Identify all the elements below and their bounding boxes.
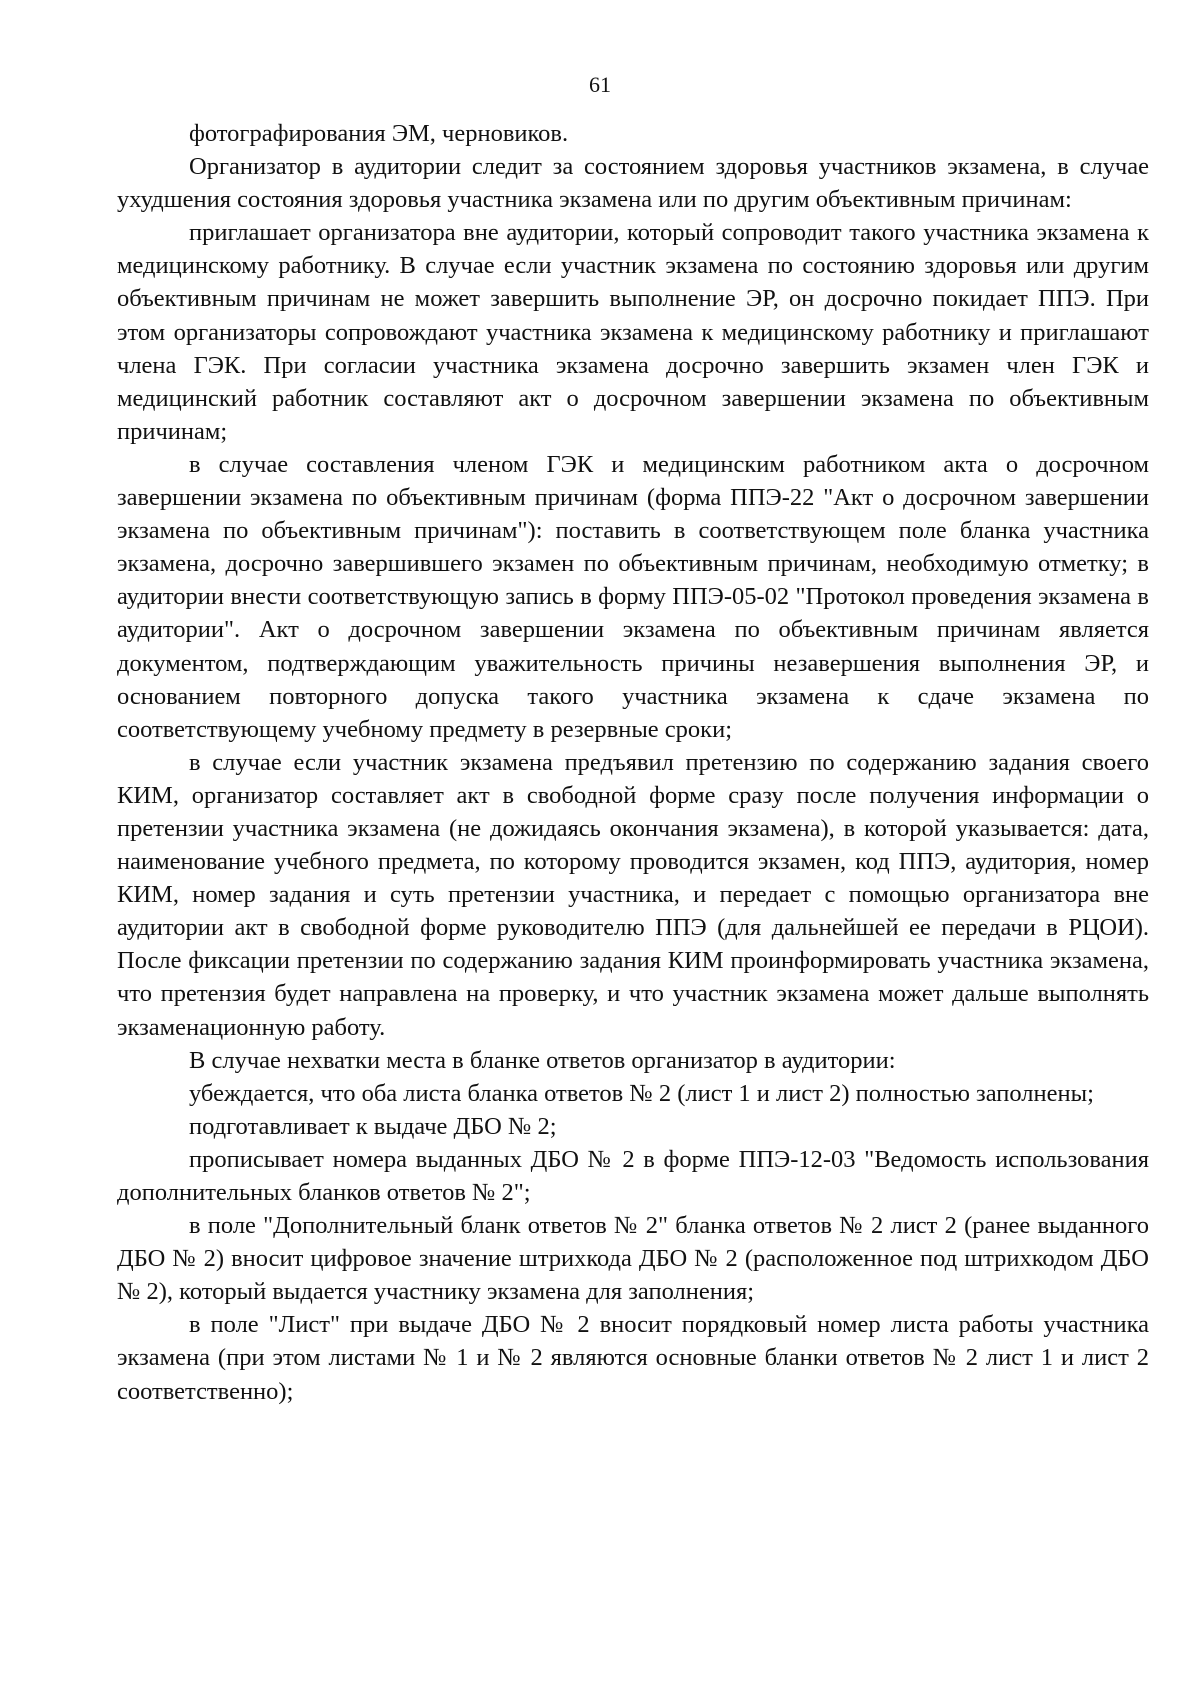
paragraph: в поле "Лист" при выдаче ДБО № 2 вносит порядковый номер листа работы участника экзамена (при этом листами № 1 и № 2 являются основные бланки ответов № 2 лист 1 и лист 2 соответственно);: [117, 1311, 1149, 1405]
paragraph: прописывает номера выданных ДБО № 2 в форме ППЭ-12-03 "Ведомость использования дополнительных бланков ответов № 2";: [117, 1145, 1149, 1206]
paragraph: в случае если участник экзамена предъявил претензию по содержанию задания своего КИМ, организатор составляет акт в свободной форме сразу после получения информации о претензии участника экзамена (не дожидаясь окончания экзамена), в которой указывается: дата, наименование учебного предмета, по которому проводится экзамен, код ППЭ, аудитория, номер КИМ, номер задания и суть претензии участника, и передает с помощью организатора вне аудитории акт в свободной форме руководителю ППЭ (для дальнейшей ее передачи в РЦОИ). После фиксации претензии по содержанию задания КИМ проинформировать участника экзамена, что претензия будет направлена на проверку, и что участник экзамена может дальше выполнять экзаменационную работу.: [117, 748, 1149, 1041]
paragraph: Организатор в аудитории следит за состоянием здоровья участников экзамена, в случае ухудшения состояния здоровья участника экзамена или по другим объективным причинам:: [117, 153, 1149, 214]
paragraph: фотографирования ЭМ, черновиков.: [189, 120, 569, 147]
paragraph: приглашает организатора вне аудитории, который сопроводит такого участника экзамена к медицинскому работнику. В случае если участник экзамена по состоянию здоровья или другим объективным причинам не может завершить выполнение ЭР, он досрочно покидает ППЭ. При этом организаторы сопровождают участника экзамена к медицинскому работнику и приглашают члена ГЭК. При согласии участника экзамена досрочно завершить экзамен член ГЭК и медицинский работник составляют акт о досрочном завершении экзамена по объективным причинам;: [117, 219, 1149, 445]
paragraph: убеждается, что оба листа бланка ответов № 2 (лист 1 и лист 2) полностью заполнены;: [189, 1079, 1094, 1107]
paragraph: в случае составления членом ГЭК и медицинским работником акта о досрочном завершении экзамена по объективным причинам (форма ППЭ-22 "Акт о досрочном завершении экзамена по объективным причинам"): поставить в соответствующем поле бланка участника экзамена, досрочно завершившего экзамен по объективным причинам, необходимую отметку; в аудитории внести соответствующую запись в форму ППЭ-05-02 "Протокол проведения экзамена в аудитории". Акт о досрочном завершении экзамена по объективным причинам является документом, подтверждающим уважительность причины незавершения выполнения ЭР, и основанием повторного допуска такого участника экзамена к сдаче экзамена по соответствующему учебному предмету в резервные сроки;: [117, 450, 1149, 743]
paragraph: в поле "Дополнительный бланк ответов № 2" бланка ответов № 2 лист 2 (ранее выданного ДБО № 2) вносит цифровое значение штрихкода ДБО № 2 (расположенное под штрихкодом ДБО № 2), который выдается участнику экзамена для заполнения;: [117, 1212, 1149, 1306]
paragraph: подготавливает к выдаче ДБО № 2;: [189, 1112, 557, 1140]
paragraph: В случае нехватки места в бланке ответов организатор в аудитории:: [189, 1046, 896, 1074]
page-number: 61: [589, 72, 611, 97]
document-body: [117, 117, 1149, 1408]
